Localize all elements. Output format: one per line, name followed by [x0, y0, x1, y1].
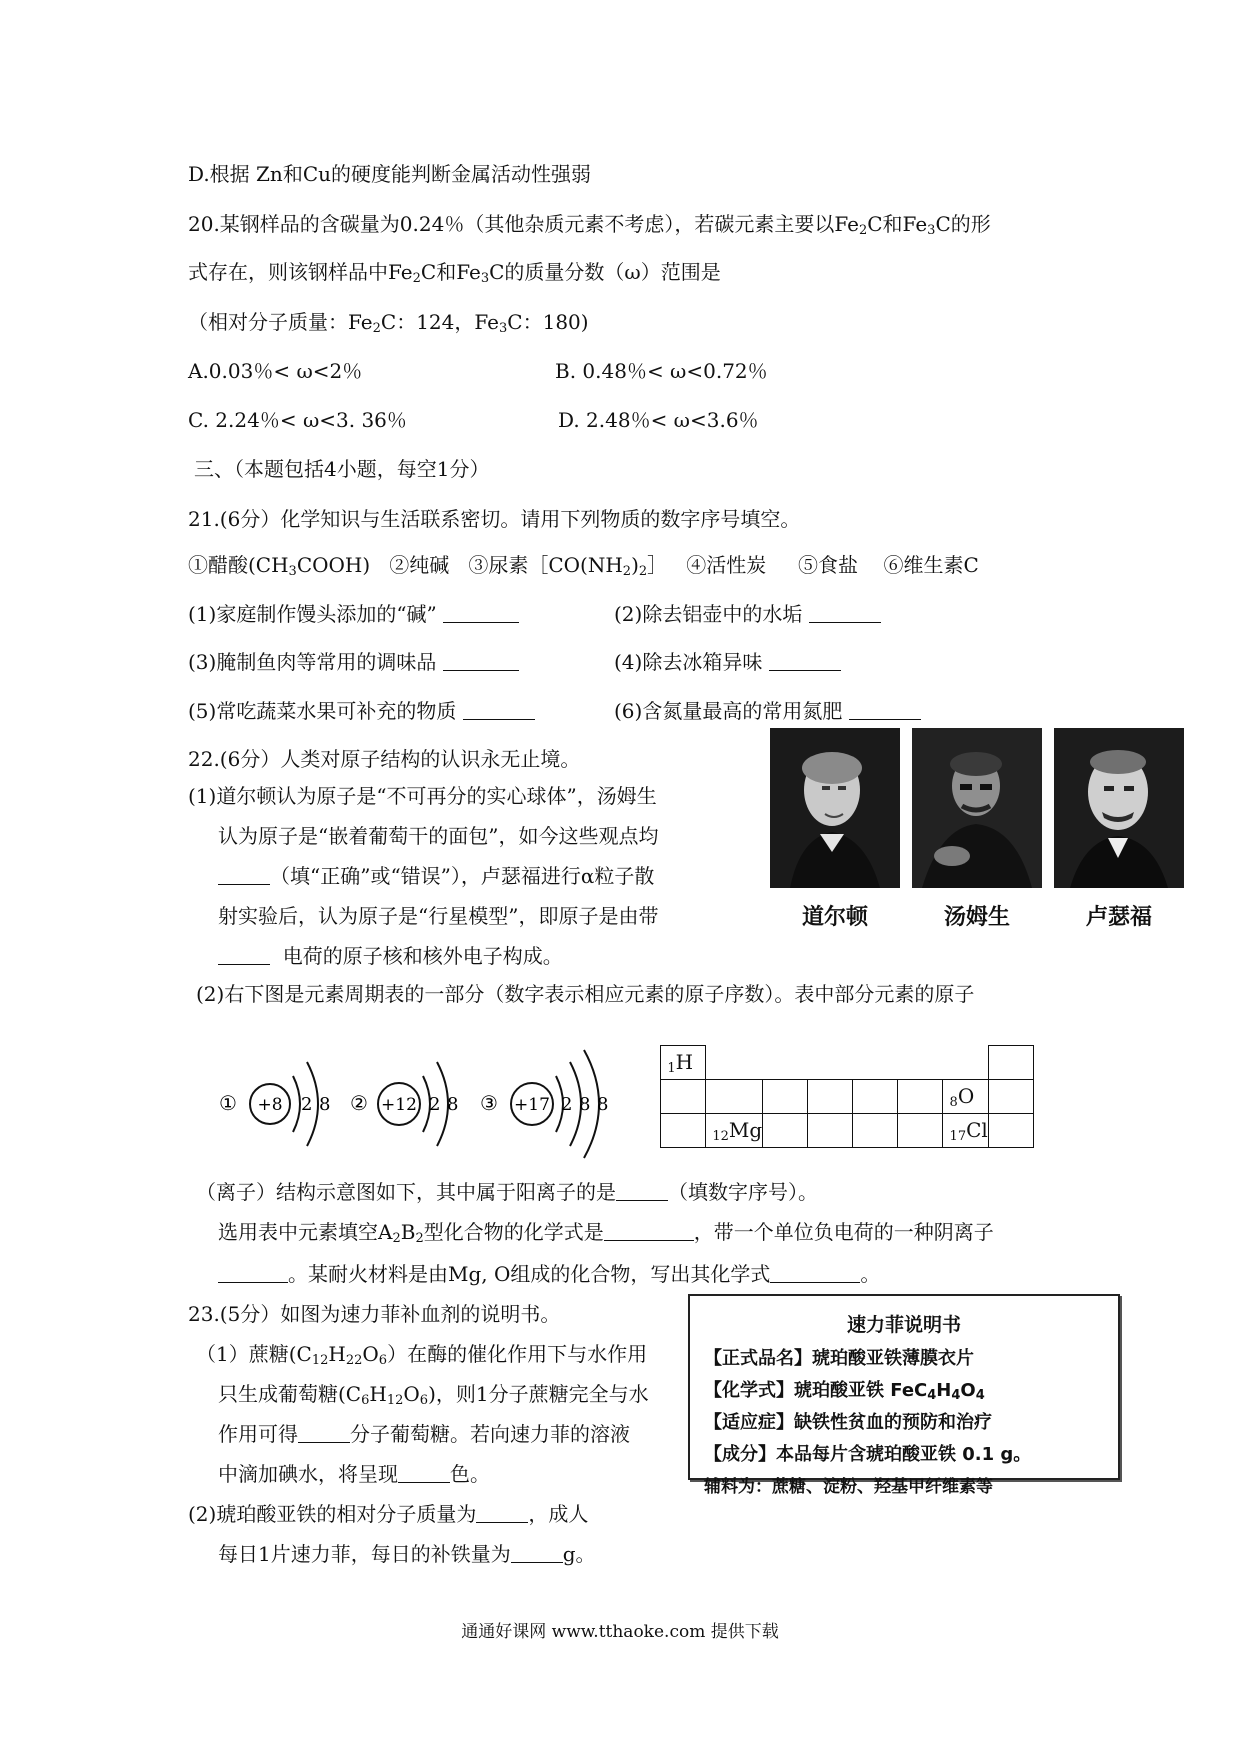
answer-blank[interactable]: [770, 1264, 860, 1283]
q21-option-3: ③尿素$[CO(NH_2)_2]$: [468, 553, 668, 579]
q21-option-2: ②纯碱: [389, 553, 450, 577]
q21-item-1: (1)家庭制作馒头添加的“碱”: [188, 600, 519, 628]
ion-number: ②: [350, 1091, 368, 1115]
answer-blank[interactable]: [769, 652, 841, 671]
page-footer: 通通好课网 www.tthaoke.com 提供下载: [461, 1622, 779, 1642]
portrait-caption-thomson: 汤姆生: [943, 905, 1010, 930]
ion-nucleus: +12: [381, 1095, 417, 1115]
portrait-caption-rutherford: 卢瑟福: [1085, 905, 1152, 930]
q21-option-6: ⑥维生素C: [883, 553, 979, 577]
ion-structure-diagrams: [215, 1030, 645, 1180]
answer-blank[interactable]: [218, 1264, 288, 1283]
q22-part2-line1: (2)右下图是元素周期表的一部分（数字表示相应元素的原子序数）。表中部分元素的原子: [196, 982, 975, 1006]
answer-blank[interactable]: [604, 1222, 694, 1241]
element-cell: [988, 1046, 1033, 1080]
q21-item-6: (6)含氮量最高的常用氮肥: [614, 697, 921, 725]
answer-blank[interactable]: [616, 1182, 668, 1201]
thomson-portrait: [912, 728, 1042, 888]
leaflet-row-ingredients: 【成分】本品每片含琥珀酸亚铁 0.1 g。: [704, 1444, 1032, 1465]
shell-electrons: 8: [579, 1094, 591, 1115]
q22-part1-line4: 射实验后，认为原子是“行星模型”，即原子是由带: [218, 904, 659, 928]
q22-part1-line3: （填“正确”或“错误”），卢瑟福进行α粒子散: [218, 862, 654, 890]
shell-electrons: 2: [301, 1094, 313, 1115]
q20-stem-line3: （相对分子质量：$Fe_2C$：124，$Fe_3C$：180): [188, 310, 589, 336]
ion-nucleus: +8: [257, 1095, 283, 1115]
shell-electrons: 8: [319, 1094, 331, 1115]
answer-blank[interactable]: [809, 604, 881, 623]
ion-diagram-2: [350, 1062, 458, 1146]
q22-part2-line2: （离子）结构示意图如下，其中属于阳离子的是 （填数字序号）。: [196, 1180, 818, 1204]
ion-number: ③: [480, 1091, 498, 1115]
shell-electrons: 2: [429, 1094, 441, 1115]
element-cell-h: $_1$H: [661, 1046, 706, 1080]
q20-option-d: D. 2.48％< ω<3.6％: [558, 408, 759, 432]
leaflet-row-formula: 【化学式】琥珀酸亚铁 $FeC_4H_4O_4$: [704, 1380, 985, 1403]
ion-diagram-1: [219, 1062, 330, 1146]
q21-option-4: ④活性炭: [686, 553, 767, 577]
q23-line2: 只生成葡萄糖$(C_6H_{12}O_6)$，则1分子蔗糖完全与水: [218, 1382, 649, 1408]
leaflet-title: 速力菲说明书: [846, 1314, 961, 1336]
answer-blank[interactable]: [298, 1424, 350, 1443]
q22-part2-line3: 选用表中元素填空$A_2B_2$型化合物的化学式是 ，带一个单位负电荷的一种阴离子: [218, 1220, 994, 1246]
q23-line1: （1）蔗糖$(C_{12}H_{22}O_6)$在酶的催化作用下与水作用: [196, 1342, 648, 1368]
q20-option-a: A.0.03％< ω<2％: [188, 359, 363, 383]
q20-option-b: B. 0.48％< ω<0.72％: [555, 359, 768, 383]
ion-diagram-3: [480, 1050, 608, 1158]
q22-part2-line4: 。某耐火材料是由Mg, O组成的化合物，写出其化学式 。: [218, 1260, 880, 1288]
shell-electrons: 8: [597, 1094, 609, 1115]
q20-option-c: C. 2.24％< ω<3. 36％: [188, 408, 407, 432]
leaflet-row-excipients: 辅料为：蔗糖、淀粉、羟基甲纤维素等: [704, 1477, 993, 1497]
answer-blank[interactable]: [443, 652, 519, 671]
q21-option-5: ⑤食盐: [798, 553, 859, 577]
shell-electrons: 2: [561, 1094, 573, 1115]
q23-stem: 23.(5分）如图为速力菲补血剂的说明书。: [188, 1302, 561, 1326]
q21-option-1: ①醋酸$(CH_3COOH)$: [188, 553, 371, 579]
portrait-caption-dalton: 道尔顿: [801, 905, 868, 930]
element-cell-cl: $_{17}$Cl: [943, 1114, 989, 1148]
q21-item-2: (2)除去铝壶中的水垢: [614, 600, 881, 628]
answer-blank[interactable]: [218, 946, 270, 965]
dalton-portrait: [770, 728, 900, 888]
leaflet-row-indication: 【适应症】缺铁性贫血的预防和治疗: [704, 1412, 992, 1433]
scientist-portraits: [770, 728, 1190, 938]
q23-line3: 作用可得 分子葡萄糖。若向速力菲的溶液: [218, 1422, 630, 1446]
q22-part1-line2: 认为原子是“嵌着葡萄干的面包”，如今这些观点均: [218, 824, 659, 848]
ion-nucleus: +17: [514, 1095, 550, 1115]
ion-number: ①: [219, 1091, 237, 1115]
answer-blank[interactable]: [463, 701, 535, 720]
rutherford-portrait: [1054, 728, 1184, 888]
q23-line6: 每日1片速力菲，每日的补铁量为 g。: [218, 1542, 596, 1566]
q20-stem-line1: 20.某钢样品的含碳量为0.24％（其他杂质元素不考虑），若碳元素主要以$Fe_2C$和$Fe_3C$的形: [188, 212, 991, 238]
answer-blank[interactable]: [443, 604, 519, 623]
shell-electrons: 8: [447, 1094, 459, 1115]
answer-blank[interactable]: [218, 866, 270, 885]
answer-blank[interactable]: [476, 1504, 528, 1523]
q23-line5: (2)琥珀酸亚铁的相对分子质量为 ，成人: [188, 1502, 589, 1526]
q22-part1-line1: (1)道尔顿认为原子是“不可再分的实心球体”，汤姆生: [188, 784, 657, 808]
answer-blank[interactable]: [511, 1544, 563, 1563]
q21-stem: 21.(6分）化学知识与生活联系密切。请用下列物质的数字序号填空。: [188, 507, 801, 531]
answer-blank[interactable]: [849, 701, 921, 720]
leaflet-row-name: 【正式品名】琥珀酸亚铁薄膜衣片: [704, 1348, 974, 1369]
q22-stem: 22.(6分）人类对原子结构的认识永无止境。: [188, 747, 581, 771]
q21-item-5: (5)常吃蔬菜水果可补充的物质: [188, 697, 535, 725]
q22-part1-line5: 电荷的原子核和核外电子构成。: [218, 942, 563, 970]
element-cell-o: $_8$O: [943, 1080, 989, 1114]
q20-stem-line2: 式存在，则该钢样品中$Fe_2C$和$Fe_3C$的质量分数（ω）范围是: [188, 260, 721, 286]
q21-item-4: (4)除去冰箱异味: [614, 648, 841, 676]
q21-item-3: (3)腌制鱼肉等常用的调味品: [188, 648, 519, 676]
instruction-leaflet-box: [688, 1294, 1120, 1497]
answer-blank[interactable]: [398, 1464, 450, 1483]
q19-option-d: D.根据 Zn和Cu的硬度能判断金属活动性强弱: [188, 162, 591, 186]
element-cell-mg: $_{12}$Mg: [706, 1114, 763, 1148]
section3-header: 三、（本题包括4小题，每空1分）: [194, 457, 490, 481]
q21-options: [188, 551, 979, 586]
periodic-table-fragment: [660, 1045, 1034, 1148]
q23-line4: 中滴加碘水，将呈现 色。: [218, 1462, 490, 1486]
